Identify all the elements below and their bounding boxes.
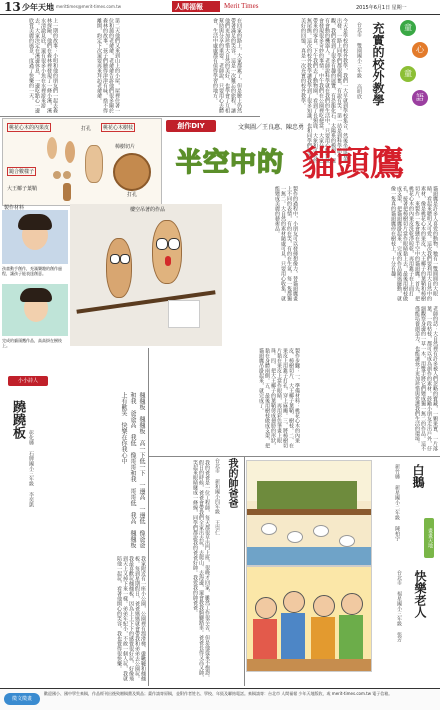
father-title: 我的帥爸爸 xyxy=(226,458,237,508)
kid-hair-1 xyxy=(18,214,52,230)
diagram-label-seed: 大王椰子葉鞘 xyxy=(7,186,38,192)
badge-1: 童 xyxy=(400,20,416,36)
badge-4: 語 xyxy=(412,90,428,106)
materials-caption: 製作材料 xyxy=(4,205,25,211)
seed-small-2 xyxy=(63,171,71,179)
owl-eye-4 xyxy=(120,254,130,264)
seed-small-1 xyxy=(53,171,61,179)
seed-pod-2 xyxy=(65,141,75,163)
elder-body-2 xyxy=(281,613,305,659)
logo-english: Merit Times xyxy=(224,2,259,10)
goose-1 xyxy=(261,523,277,535)
diy-text-col-4: 老師的話：大自然裡有許多被人們忽略的寶藏，一顆果實、一片落葉、一段枯枝，都可以成為創作的素材。鼓勵小朋友走出戶外，仔細觀察身邊的一草一木，用雙手將它們變成獨一無二的作品。這不僅能培養創造力，也能讓孩子更加珍惜與愛護我們生活的環境。 xyxy=(414,306,438,451)
wood-slice xyxy=(113,153,151,191)
father-text: 我的爸爸是一位工程師，每天都很早出門上班，很晚才回家，雖然工作很辛苦，但是他從來不抱怨。假日的時候，爸爸會帶我們全家出去玩，去爬山、去海邊，還會教我騎腳踏車。爸爸長得又高又帥，笑起來眼睛瞇成一條線，同學們都說我的爸爸好帥。我愛我的帥爸爸。 xyxy=(192,460,210,680)
owl-eye-1 xyxy=(156,238,168,250)
owl-eye-2 xyxy=(168,238,180,250)
kid-hair-2 xyxy=(20,288,52,302)
fence xyxy=(247,509,371,515)
elder-body-1 xyxy=(253,619,277,659)
kid-caption-2: 完成的貓頭鷹作品，高高掛在樹枝上。 xyxy=(2,338,62,348)
elder-4 xyxy=(341,593,363,615)
badge-2: 心 xyxy=(412,42,428,58)
prev-article-text-3: 在回家的路上，大家都累了，但是臉上仍然帶著滿足的笑容。這是一次難忘的旅程，讓他們更加珍惜大自然的美好，也學會了互相幫助與分享的重要。老師說，只要用心去體會，生活中處處都有值得學習的地方。 xyxy=(212,18,242,113)
diagram-label-glue: 鎚合數樣子 xyxy=(9,169,35,175)
poem-section-label: 小小詩人 xyxy=(8,376,48,386)
divider-v-1 xyxy=(148,348,149,686)
art-elders-label-block xyxy=(374,566,438,670)
page-header xyxy=(0,0,440,15)
divider-h-1 xyxy=(0,116,260,117)
art-geese-title: 白鵝 xyxy=(411,464,425,488)
elder-2 xyxy=(283,591,305,613)
art-elders xyxy=(246,566,372,672)
owl-body-sketch xyxy=(85,145,103,183)
badge-column xyxy=(396,18,436,128)
elder-body-4 xyxy=(339,615,363,659)
page-number: 13 xyxy=(4,0,21,14)
diagram-label-hole: 打孔 xyxy=(81,126,92,132)
diy-tag: 創作DIY xyxy=(166,120,216,132)
owl-tongue xyxy=(165,256,171,266)
badge-3: 童 xyxy=(400,66,416,82)
elder-1 xyxy=(255,597,277,619)
pond xyxy=(247,547,371,565)
owl-eye-3 xyxy=(110,254,120,264)
prev-article-text: 上一期的故事：小明和他的朋友們一起去森林探險，他們在森林裡發現了一條小溪，溪水清澈見底，還有很多小魚在水裡游來游去。大家決定在溪邊休息，一邊吃點心一邊欣賞美麗的風景，度過了快樂的一天。 xyxy=(28,18,58,113)
footer-badge: 徵文徵畫 xyxy=(4,693,40,705)
elder-body-3 xyxy=(311,617,335,659)
section-name: 少年天地 xyxy=(22,3,54,12)
elder-3 xyxy=(313,595,335,617)
owl-sculpture-1 xyxy=(106,238,132,298)
goose-4 xyxy=(339,535,355,547)
campus-byline: 台北市 雙園國小三年級 高明欣 xyxy=(356,22,362,99)
footer-text: 歡迎國小、國中學生來稿，作品經刊出後致贈稿費及獎品；畫作請寄原稿，並附作者姓名、學校、年級及聯絡電話。來稿請寄：台北市 人間福報 少年天地版收，或 merit-times.com.tw 電子信箱。 xyxy=(44,691,393,696)
poem-byline: 彰化縣 石牌國小三年級 李奕凱 xyxy=(28,430,34,507)
kid-caption-1: 孩童動手創作，充滿樂趣的創作過程，讓孩子能表達創意。 xyxy=(2,266,62,276)
kid-photo-2 xyxy=(2,284,68,336)
art-geese-byline: 新竹縣 新星國小二年級 陳柏宇 xyxy=(394,464,400,541)
art-elders-byline: 台北市 福星國小三年級 張芳 xyxy=(396,570,402,642)
diy-text-col-3: 製作步驟：一、準備材料：桃花心木的內果皮、樟樹切片、大王椰子葉鞘、樹枝。二、在果皮上用錐子打孔，穿上麻繩。三、將樟樹切片黏在果皮上當作眼睛，再用彩色筆畫上眼珠。四、把大王椰子的葉鞘剪成翅膀的形狀，黏在身體兩側。五、最後用樹枝做成支架，把貓頭鷹吊掛起來，就完成了。 xyxy=(258,348,300,448)
diy-photo xyxy=(70,204,222,346)
divider-h-2 xyxy=(148,456,440,457)
ground xyxy=(247,659,371,671)
diy-title-block xyxy=(162,116,438,186)
seed-pod-1 xyxy=(47,137,57,159)
diy-title-main: 半空中的 xyxy=(176,148,285,178)
poem-text: 翹翹板 翹翹板 高一下低一下 一邊高 一邊低 像爸爸和我 爸爸高 我低 像哥哥和我 哥哥低 我高 翹翹板上有歡笑 快樂在你我心中 xyxy=(120,392,145,548)
art-section-badge: 畫畫天地 xyxy=(424,518,434,558)
header-date: 2015年6月1日 星期一 xyxy=(356,5,407,11)
owl-sculpture-2 xyxy=(152,220,182,284)
diagram-label-peel: 桃花心木的內果皮 xyxy=(9,125,50,131)
paper-tag xyxy=(168,300,200,328)
father-byline: 台北市 新和國小四年級 王崇仁 xyxy=(214,458,220,535)
kid-photo-1 xyxy=(2,210,68,264)
logo-block xyxy=(172,1,220,12)
diagram-label-slice: 樟樹切片 xyxy=(115,144,136,150)
campus-title-block xyxy=(352,18,392,128)
diagram-label-hole-2: 打孔 xyxy=(127,192,138,198)
logo-text: 人間福報 xyxy=(175,2,203,11)
footer xyxy=(0,688,440,710)
art-elders-title: 快樂老人 xyxy=(413,570,427,618)
diy-author: 文與圖／王良惠、陳忠勇 xyxy=(238,124,305,131)
campus-title: 充實的校外教學 xyxy=(371,22,385,106)
campus-text-left: 今天是學校的校外教學，我們一大早就到學校集合，然後坐遊覽車出發。一路上同學們都很興奮，有說有笑。第一站是到科學館參觀，我們看到了很多有趣的展覽，有恐龍化石、太陽系的模型，還有會動的機器人。老師說科學就在我們的生活中，只要用心觀察就會發現很多奇妙的事情。中午我們在公園裡吃便當，大家分享自己帶來的零食。下午我們去了動物園，看到了長頸鹿、大象和可愛的無尾熊。這次的校外教學讓我學到了很多知識，也和同學們留下了美好的回憶，真是一次充實的校外教學。 xyxy=(300,18,348,163)
goose-2 xyxy=(287,531,303,543)
prev-article-text-2: 第二天他們又來到山上的小屋，屋裡住著一位和藹的老爺爺，老爺爺告訴他們很多關於森林的故事。孩子們聽得津津有味，捨不得離開，約定下次還要再來拜訪老爺爺。 xyxy=(96,18,120,113)
left-strip-text: 我家附近有一座小公園，公園裡有溜滑梯、盪鞦韆和翹翹板。每到星期假日，爸爸媽媽就會帶我和弟弟去公園玩。我最喜歡玩翹翹板，因為上上下下的感覺很好玩，好像飛到天上又掉下來一樣。弟弟年紀小，不敢一個人玩，我就陪他一起玩，看著他開心的笑容，我也覺得很快樂。 xyxy=(116,556,146,681)
photo-caption: 樓空吊著的作品 xyxy=(130,207,166,213)
goose-3 xyxy=(313,525,329,537)
diagram-label-branch: 桃花心木樹枝 xyxy=(103,125,134,131)
barn xyxy=(257,481,357,511)
diy-text-col-1: 貓頭鷹是許多人喜愛的動物，牠有一雙圓圓的大眼睛，看起來聰明又可愛。這次我們要利用大自然中的素材，像是桃花心木的果皮、大王椰子的葉鞘和樟樹切片，來製作一隻會懸在半空中的貓頭鷹。首先，把桃花心木的內果皮洗乾淨晾乾，再用錐子在上面打孔，接著把樟樹切片當作眼睛黏上去，最後用樹枝做成支架，把貓頭鷹掛起來。完成的作品隨風擺動，就像一隻真的貓頭鷹停在樹枝上，十分有趣。 xyxy=(390,186,438,301)
leaf-sheath xyxy=(63,183,71,201)
divider-v-2 xyxy=(244,456,245,686)
art-geese xyxy=(246,460,372,566)
diy-title-red: 貓頭鷹 xyxy=(302,144,404,184)
poem-title: 蹺蹺板 xyxy=(10,400,25,439)
diy-text-col-2: 製作的過程中，小朋友可以發揮想像力，替貓頭鷹畫上不同的表情，有的在笑，有的在生氣，每一隻都獨一無二。大自然的素材隨處可見，只要用心收集，就能變成美麗的藝術品。 xyxy=(274,186,298,301)
diy-diagram xyxy=(2,118,162,206)
art-geese-label-block xyxy=(374,460,438,564)
header-email[interactable]: merittimes@merit-times.com.tw xyxy=(56,4,121,9)
